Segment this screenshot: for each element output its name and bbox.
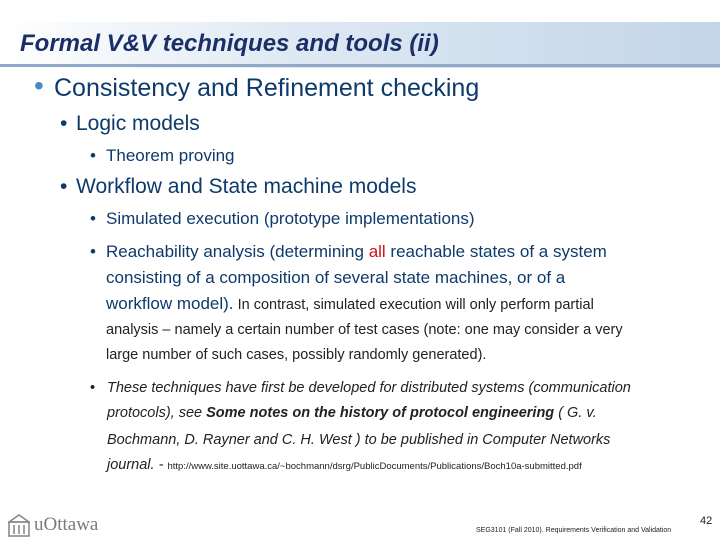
slide-title: Formal V&V techniques and tools (ii) bbox=[20, 30, 439, 57]
text-segment: journal. - bbox=[107, 457, 168, 473]
footer-course: SEG3101 (Fall 2010). Requirements Verification and Validation bbox=[476, 527, 672, 534]
text-segment: protocols), see bbox=[107, 405, 207, 421]
footer-logo bbox=[8, 512, 98, 538]
bullet-text: Consistency and Refinement checking bbox=[54, 74, 480, 102]
text-segment: In contrast, simulated execution will only perform partial bbox=[233, 297, 594, 313]
bullet-dot: • bbox=[34, 70, 44, 101]
bullet-dot: • bbox=[60, 175, 68, 198]
note-line-2 bbox=[107, 405, 597, 421]
emphasis-all: all bbox=[368, 242, 386, 261]
text-segment: Reachability analysis (determining bbox=[106, 242, 369, 261]
note-line-1: These techniques have first be developed for distributed systems (communication bbox=[107, 380, 631, 396]
bullet-dot: • bbox=[90, 209, 96, 228]
reachability-line-2: consisting of a composition of several state machines, or of a bbox=[106, 268, 566, 287]
reachability-line-3 bbox=[106, 294, 594, 314]
reference-title: Some notes on the history of protocol engineering bbox=[206, 405, 555, 421]
contrast-line-3: large number of such cases, possibly randomly generated). bbox=[106, 347, 487, 363]
bullet-text: Workflow and State machine models bbox=[76, 175, 417, 198]
text-segment: reachable states of a system bbox=[385, 242, 607, 261]
reachability-line-1 bbox=[106, 242, 607, 262]
bullet-text: Simulated execution (prototype implementations) bbox=[106, 209, 475, 228]
note-line-4 bbox=[107, 457, 582, 473]
footer-logo-text: uOttawa bbox=[34, 514, 99, 535]
reference-url[interactable]: http://www.site.uottawa.ca/~bochmann/dsrg/PublicDocuments/Publications/Boch10a-submitted.pdf bbox=[167, 461, 582, 472]
note-line-3: Bochmann, D. Rayner and C. H. West ) to be published in Computer Networks bbox=[107, 432, 611, 448]
bullet-text: Theorem proving bbox=[106, 146, 235, 165]
bullet-dot: • bbox=[90, 380, 96, 396]
text-segment: ( G. v. bbox=[554, 405, 597, 421]
bullet-text: Logic models bbox=[76, 112, 200, 135]
contrast-line-2: analysis – namely a certain number of test cases (note: one may consider a very bbox=[106, 322, 623, 338]
bullet-dot: • bbox=[90, 242, 96, 261]
text-segment: workflow model). bbox=[106, 294, 234, 313]
bullet-dot: • bbox=[60, 112, 68, 135]
bullet-dot: • bbox=[90, 146, 96, 165]
page-number: 42 bbox=[700, 515, 713, 527]
uottawa-crest-icon bbox=[8, 513, 30, 537]
title-rule bbox=[0, 64, 720, 67]
